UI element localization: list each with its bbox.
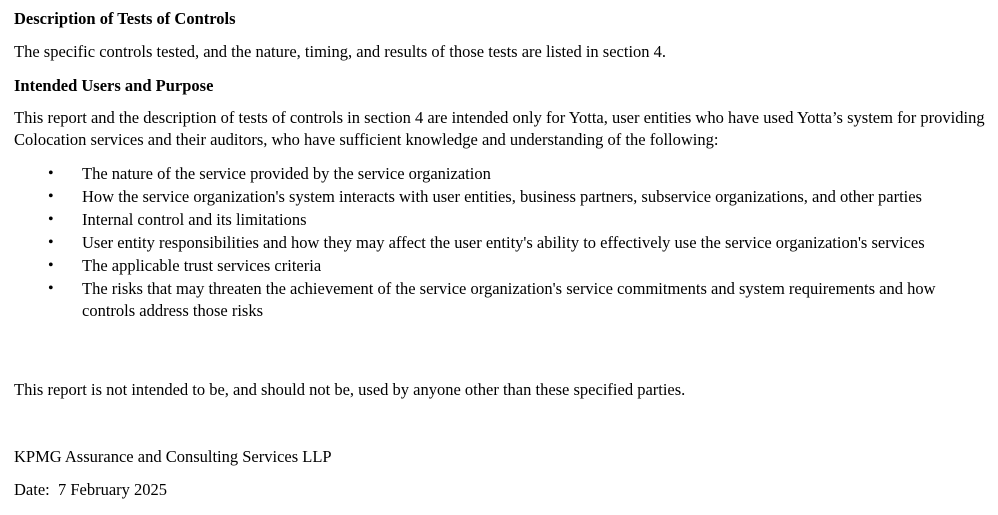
knowledge-bullet-list xyxy=(14,163,984,323)
date-value: 7 February 2025 xyxy=(57,480,168,499)
list-item xyxy=(14,186,984,208)
intended-users-paragraph: This report and the description of tests of controls in section 4 are intended only for Yotta, user entities who have used Yotta’s system for providing Colocation services and their auditors, who have sufficient knowledge and understanding of the following: xyxy=(14,108,985,149)
bullet-icon: • xyxy=(48,211,54,228)
bullet-icon: • xyxy=(48,280,54,297)
list-item-text: The applicable trust services criteria xyxy=(82,256,322,275)
bullet-icon: • xyxy=(48,188,54,205)
list-item-text: How the service organization's system interacts with user entities, business partners, subservice organizations, and other parties xyxy=(82,187,922,206)
date-label: Date: xyxy=(14,480,50,499)
list-item xyxy=(14,255,984,277)
intended-use-closing-paragraph: This report is not intended to be, and should not be, used by anyone other than these specified parties. xyxy=(14,380,686,399)
list-item-text: User entity responsibilities and how they may affect the user entity's ability to effectively use the service organization's services xyxy=(82,233,925,252)
section-heading-intended-users: Intended Users and Purpose xyxy=(14,76,214,95)
bullet-icon: • xyxy=(48,257,54,274)
list-item-text: The risks that may threaten the achievement of the service organization's service commitments and system requirements and how controls address those risks xyxy=(82,279,936,320)
list-item xyxy=(14,278,984,322)
list-item-text: The nature of the service provided by the service organization xyxy=(82,164,491,183)
signing-firm-name: KPMG Assurance and Consulting Services LLP xyxy=(14,447,332,466)
tests-of-controls-paragraph: The specific controls tested, and the nature, timing, and results of those tests are listed in section 4. xyxy=(14,42,667,61)
list-item xyxy=(14,209,984,231)
section-heading-tests-of-controls: Description of Tests of Controls xyxy=(14,9,236,28)
list-item xyxy=(14,163,984,185)
bullet-icon: • xyxy=(48,234,54,251)
list-item xyxy=(14,232,984,254)
list-item-text: Internal control and its limitations xyxy=(82,210,307,229)
report-date xyxy=(14,479,167,501)
bullet-icon: • xyxy=(48,165,54,182)
